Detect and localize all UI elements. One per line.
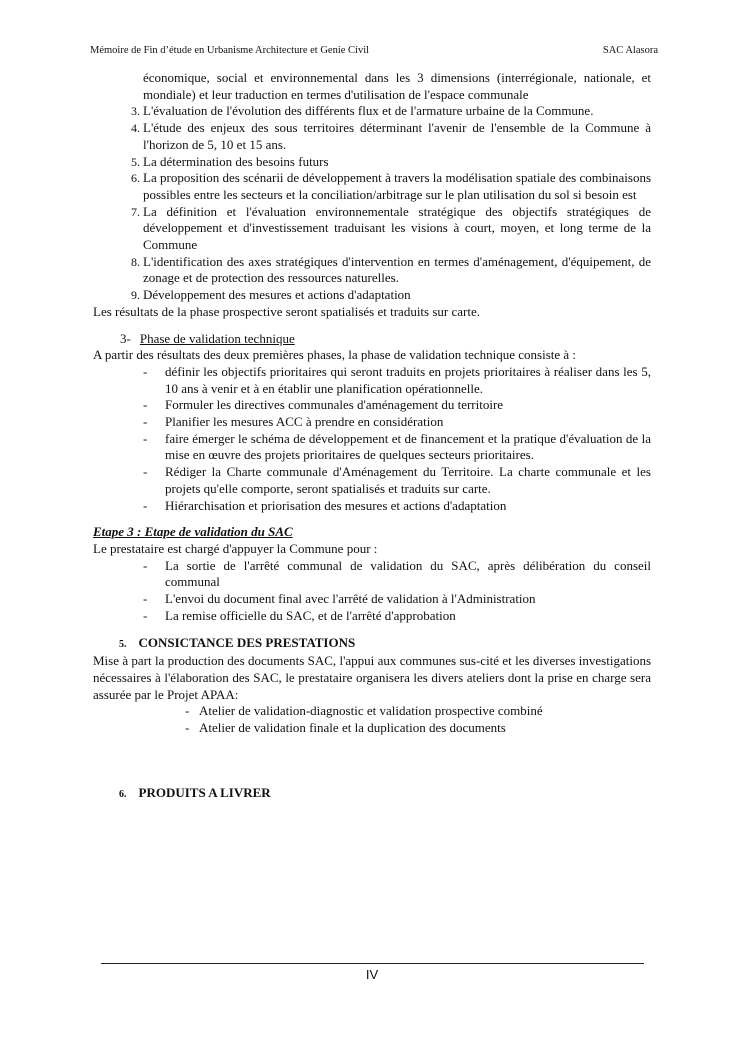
list-item: 3. L'évaluation de l'évolution des différents flux et de l'armature urbaine de la Commune.	[143, 103, 651, 120]
list-item: - L'envoi du document final avec l'arrêté de validation à l'Administration	[143, 591, 536, 607]
section6-title: PRODUITS A LIVRER	[138, 784, 271, 800]
list-item: - Atelier de validation finale et la duplication des documents	[185, 720, 506, 736]
section5-number: 5.	[119, 638, 127, 650]
list-item: - La sortie de l'arrêté communal de validation du SAC, après délibération du conseil communal	[143, 557, 651, 590]
phase3-list	[93, 364, 651, 514]
page-number: IV	[365, 967, 379, 982]
header-left-title: Mémoire de Fin d’étude en Urbanisme Architecture et Genie Civil	[90, 45, 370, 56]
phase3-number: 3-	[120, 330, 131, 346]
list-item: 8. L'identification des axes stratégiques d'intervention en termes d'aménagement, d'équipement, de zonage et de protection des ressources naturelles.	[143, 254, 651, 287]
list-item: - définir les objectifs prioritaires qui seront traduits en projets prioritaires à réaliser dans les 5, 10 ans à venir et à en établir une planification opérationnelle.	[143, 363, 651, 396]
list-item: 4. L'étude des enjeux des sous territoires déterminant l'avenir de l'ensemble de la Commune à l'horizon de 5, 10 et 15 ans.	[143, 120, 651, 153]
section5-list	[93, 703, 651, 736]
analysis-numbered-list	[93, 103, 651, 303]
phase3-heading	[93, 331, 651, 348]
list-item: 6. La proposition des scénarii de développement à travers la modélisation spatiale des combinaisons possibles entre les secteurs et la conciliation/arbitrage sur le plan utilisation du sol si besoin est	[143, 170, 651, 203]
etape3-list	[93, 558, 651, 625]
continuation-paragraph: économique, social et environnemental dans les 3 dimensions (interrégionale, nationale, et mondiale) et leur traduction en termes d'utilisation de l'espace communale	[143, 70, 651, 102]
phase3-title: Phase de validation technique	[139, 330, 295, 346]
list-item: 9. Développement des mesures et actions d'adaptation	[143, 287, 651, 304]
list-item: 7. La définition et l'évaluation environnementale stratégique des objectifs stratégiques de développement et d'investissement traduisant les visions à court, moyen, et long terme de la Commune	[143, 204, 651, 254]
list-item: - Planifier les mesures ACC à prendre en considération	[143, 414, 444, 430]
section5-body: Mise à part la production des documents SAC, l'appui aux communes sus-cité et les diverses investigations nécessaires à l'élaboration des SAC, le prestataire organisera les divers ateliers dont la prise en charge sera assurée par le Projet APAA:	[93, 653, 651, 702]
list-item: - Formuler les directives communales d'aménagement du territoire	[143, 397, 504, 413]
header-right-title: SAC Alasora	[602, 45, 658, 56]
list-item: - Rédiger la Charte communale d'Aménagement du Territoire. La charte communale et les projets qu'elle comporte, seront spatialisés et traduits sur carte.	[143, 464, 651, 496]
section6-number: 6.	[119, 788, 127, 800]
prospective-result-paragraph: Les résultats de la phase prospective seront spatialisés et traduits sur carte.	[93, 303, 480, 319]
list-item: - Atelier de validation-diagnostic et validation prospective combiné	[185, 703, 543, 719]
section6-heading	[93, 785, 651, 804]
list-item: - Hiérarchisation et priorisation des mesures et actions d'adaptation	[143, 497, 507, 513]
page-content	[93, 70, 651, 803]
section5-heading	[93, 635, 651, 654]
phase3-intro: A partir des résultats des deux premières phases, la phase de validation technique consiste à :	[93, 347, 577, 363]
list-item: - La remise officielle du SAC, et de l'arrêté d'approbation	[143, 607, 456, 623]
list-item: - faire émerger le schéma de développement et de financement et la pratique d'évaluation de la mise en œuvre des projets prioritaires de quelques secteurs prioritaires.	[143, 430, 651, 463]
page-header	[90, 45, 658, 56]
list-item: 5. La détermination des besoins futurs	[143, 154, 651, 171]
footer-divider	[101, 963, 644, 964]
etape3-heading: Etape 3 : Etape de validation du SAC	[93, 524, 293, 540]
section5-title: CONSICTANCE DES PRESTATIONS	[138, 634, 356, 650]
etape3-intro: Le prestataire est chargé d'appuyer la Commune pour :	[93, 540, 378, 556]
